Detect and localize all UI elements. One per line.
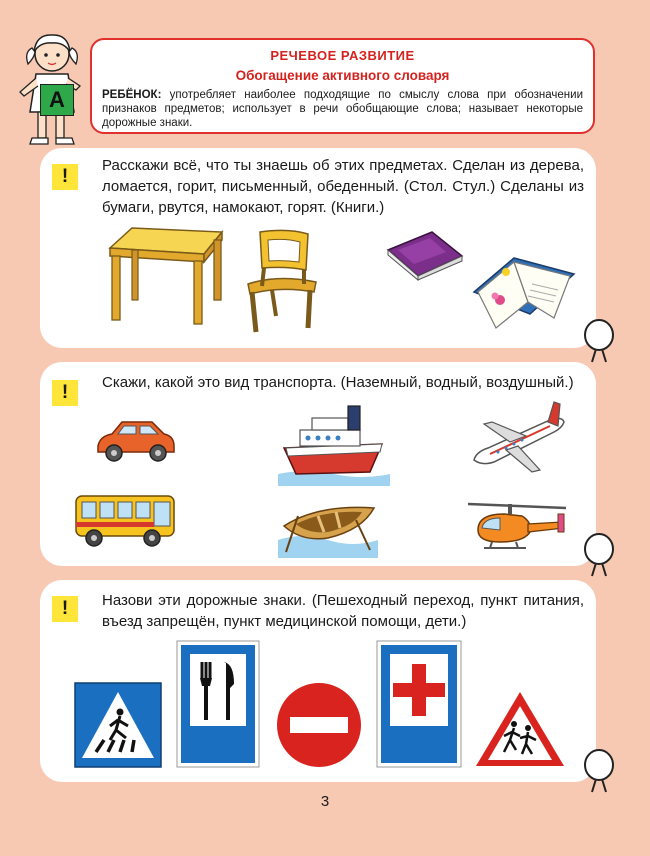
goal-lead: РЕБЁНОК: xyxy=(102,89,162,101)
medical-aid-sign xyxy=(376,640,462,768)
car-picture xyxy=(94,418,176,464)
open-book-picture xyxy=(470,252,576,336)
page-number: 3 xyxy=(320,793,330,810)
section-title: РЕЧЕВОЕ РАЗВИТИЕ xyxy=(270,48,415,63)
bus-picture xyxy=(72,490,178,550)
exclamation-icon: ! xyxy=(52,380,78,406)
goal-description xyxy=(102,88,583,130)
chair-picture xyxy=(242,228,322,334)
magnifier-icon xyxy=(582,532,616,580)
food-point-sign xyxy=(176,640,260,768)
task-text-road-signs: Назови эти дорожные знаки. (Пешеходный переход, пункт питания, въезд запрещён, пункт медицинской помощи, дети.) xyxy=(102,592,584,630)
topic-title: Обогащение активного словаря xyxy=(235,68,450,83)
ship-picture xyxy=(278,402,390,486)
no-entry-sign xyxy=(274,680,364,770)
goal-text: употребляет наиболее подходящие по смыслу слова при обозначении признаков предметов; использует в речи обобщающие слова; называет некоторые дорожные знаки. xyxy=(102,89,583,129)
magnifier-icon xyxy=(582,318,616,366)
magnifier-icon xyxy=(582,748,616,796)
goal-box xyxy=(90,38,595,134)
task-text-objects: Расскажи всё, что ты знаешь об этих предметах. Сделан из дерева, ломается, горит, письменный, обеденный. (Стол. Стул.) Сделаны из бумаги, рвутся, намокают, горят. (Книги.) xyxy=(102,157,584,216)
children-sign xyxy=(474,690,566,768)
letter-badge-text: А xyxy=(49,87,65,112)
exclamation-icon: ! xyxy=(52,596,78,622)
airplane-picture xyxy=(470,400,570,476)
table-picture xyxy=(104,224,224,328)
pedestrian-crossing-sign xyxy=(74,682,162,768)
rowboat-picture xyxy=(278,496,378,558)
task-text-transport: Скажи, какой это вид транспорта. (Наземный, водный, воздушный.) xyxy=(102,374,574,391)
exclamation-icon: ! xyxy=(52,164,78,190)
letter-badge xyxy=(40,84,74,116)
closed-book-picture xyxy=(384,228,466,282)
helicopter-picture xyxy=(464,500,570,552)
